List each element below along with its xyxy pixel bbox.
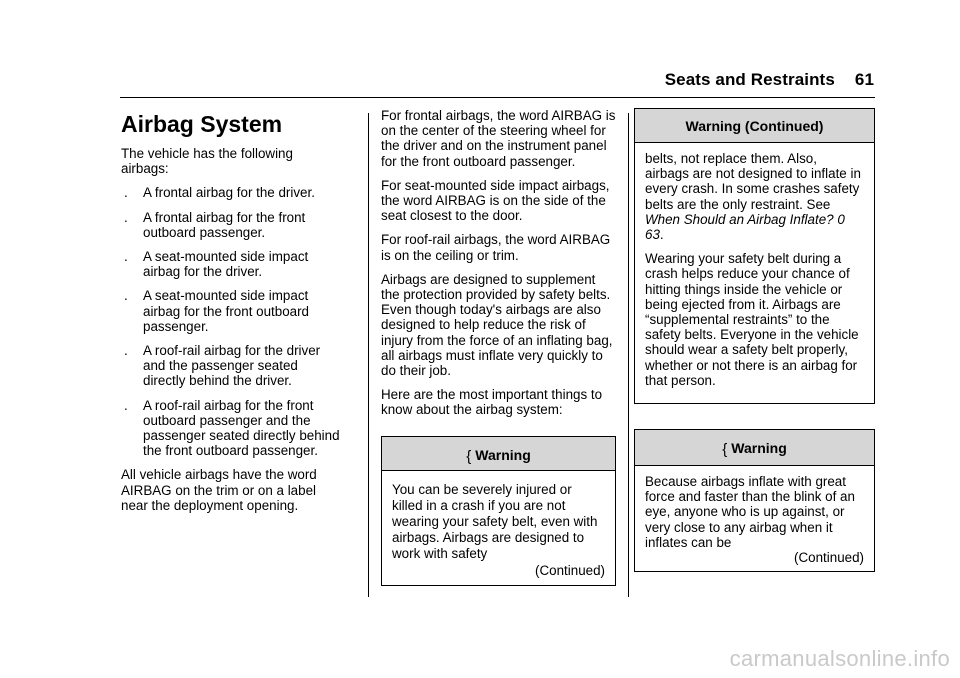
list-item xyxy=(121,288,343,334)
bullet-glyph: . xyxy=(124,397,128,413)
warning-box xyxy=(634,429,875,572)
cross-reference-title: When Should an Airbag Inflate? xyxy=(645,211,834,227)
list-item-text: A roof-rail airbag for the driver and the passenger seated directly behind the driver. xyxy=(143,343,321,389)
warning-header xyxy=(382,437,615,471)
warning-body xyxy=(635,466,874,571)
warning-text-run: belts, not replace them. Also, airbags are not designed to inflate in every crash. In some crashes safety belts are the only restraint. See xyxy=(645,151,861,212)
paragraph: Here are the most important things to know about the airbag system: xyxy=(381,387,603,418)
section-heading: Airbag System xyxy=(121,111,283,137)
warning-body xyxy=(382,471,615,585)
column-1 xyxy=(121,108,343,522)
list-item-text: A seat-mounted side impact airbag for the driver. xyxy=(143,249,309,280)
list-item-text: A frontal airbag for the driver. xyxy=(143,185,315,201)
watermark: carmanualsonline.info xyxy=(729,646,950,671)
bullet-glyph: . xyxy=(124,343,128,359)
warning-icon: { xyxy=(722,441,728,459)
section-title: Seats and Restraints xyxy=(664,70,835,89)
warning-text: Wearing your safety belt during a crash helps reduce your chance of hitting things inside the vehicle or being ejected from it. Airbags are “supplemental restraints” to the safety belts. Everyone in the vehicle should wear a safety belt properly, whether or not there is an airbag for that person. xyxy=(645,251,859,388)
paragraph: For seat-mounted side impact airbags, the word AIRBAG is on the side of the seat closest to the door. xyxy=(381,177,610,224)
bullet-glyph: . xyxy=(124,249,128,265)
paragraph: For roof-rail airbags, the word AIRBAG is on the ceiling or trim. xyxy=(381,232,611,263)
warning-header: Warning (Continued) xyxy=(635,109,874,143)
warning-title: Warning xyxy=(731,440,787,457)
page-header xyxy=(665,70,874,90)
warning-icon: { xyxy=(466,447,472,465)
warning-text xyxy=(645,151,864,242)
bullet-glyph: . xyxy=(124,209,128,225)
list-item xyxy=(121,249,343,279)
intro-paragraph: The vehicle has the following airbags: xyxy=(121,146,293,177)
closing-paragraph: All vehicle airbags have the word AIRBAG on the trim or on a label near the deployment opening. xyxy=(121,467,317,513)
bullet-glyph: . xyxy=(124,288,128,304)
warning-box xyxy=(381,436,616,586)
paragraph: Airbags are designed to supplement the protection provided by safety belts. Even though today's airbags are also designed to help reduce the risk of injury from the force of an inflating bag, all airbags must inflate very quickly to do their job. xyxy=(381,271,613,379)
warning-title: Warning xyxy=(475,446,531,463)
list-item xyxy=(121,398,343,459)
header-rule xyxy=(120,97,875,98)
continued-label: (Continued) xyxy=(794,550,864,566)
column-2 xyxy=(381,108,616,586)
list-item xyxy=(121,210,343,240)
warning-body xyxy=(635,143,874,403)
warning-text: Because airbags inflate with great force and faster than the blink of an eye, anyone who is up against, or very close to any airbag when it inflates can be xyxy=(645,474,855,550)
warning-text: You can be severely injured or killed in a crash if you are not wearing your safety belt, even with airbags. Airbags are designed to work with safety xyxy=(392,481,598,562)
column-divider-1 xyxy=(368,113,369,597)
list-item-text: A roof-rail airbag for the front outboard passenger and the passenger seated directly behind the front outboard passenger. xyxy=(143,397,340,459)
continued-label: (Continued) xyxy=(535,562,605,578)
bullet-glyph: . xyxy=(124,185,128,201)
warning-text-run: . xyxy=(659,227,664,243)
page-number: 61 xyxy=(854,70,874,89)
cross-reference-page: 0 63 xyxy=(645,211,845,243)
warning-box-continued xyxy=(634,108,875,404)
column-divider-2 xyxy=(628,113,629,597)
list-item-text: A frontal airbag for the front outboard passenger. xyxy=(143,209,306,240)
list-item-text: A seat-mounted side impact airbag for the front outboard passenger. xyxy=(143,288,310,334)
column-3 xyxy=(634,108,875,572)
list-item xyxy=(121,185,343,200)
list-item xyxy=(121,343,343,389)
warning-header xyxy=(635,430,874,466)
paragraph: For frontal airbags, the word AIRBAG is on the center of the steering wheel for the driver and on the instrument panel for the front outboard passenger. xyxy=(381,108,616,169)
